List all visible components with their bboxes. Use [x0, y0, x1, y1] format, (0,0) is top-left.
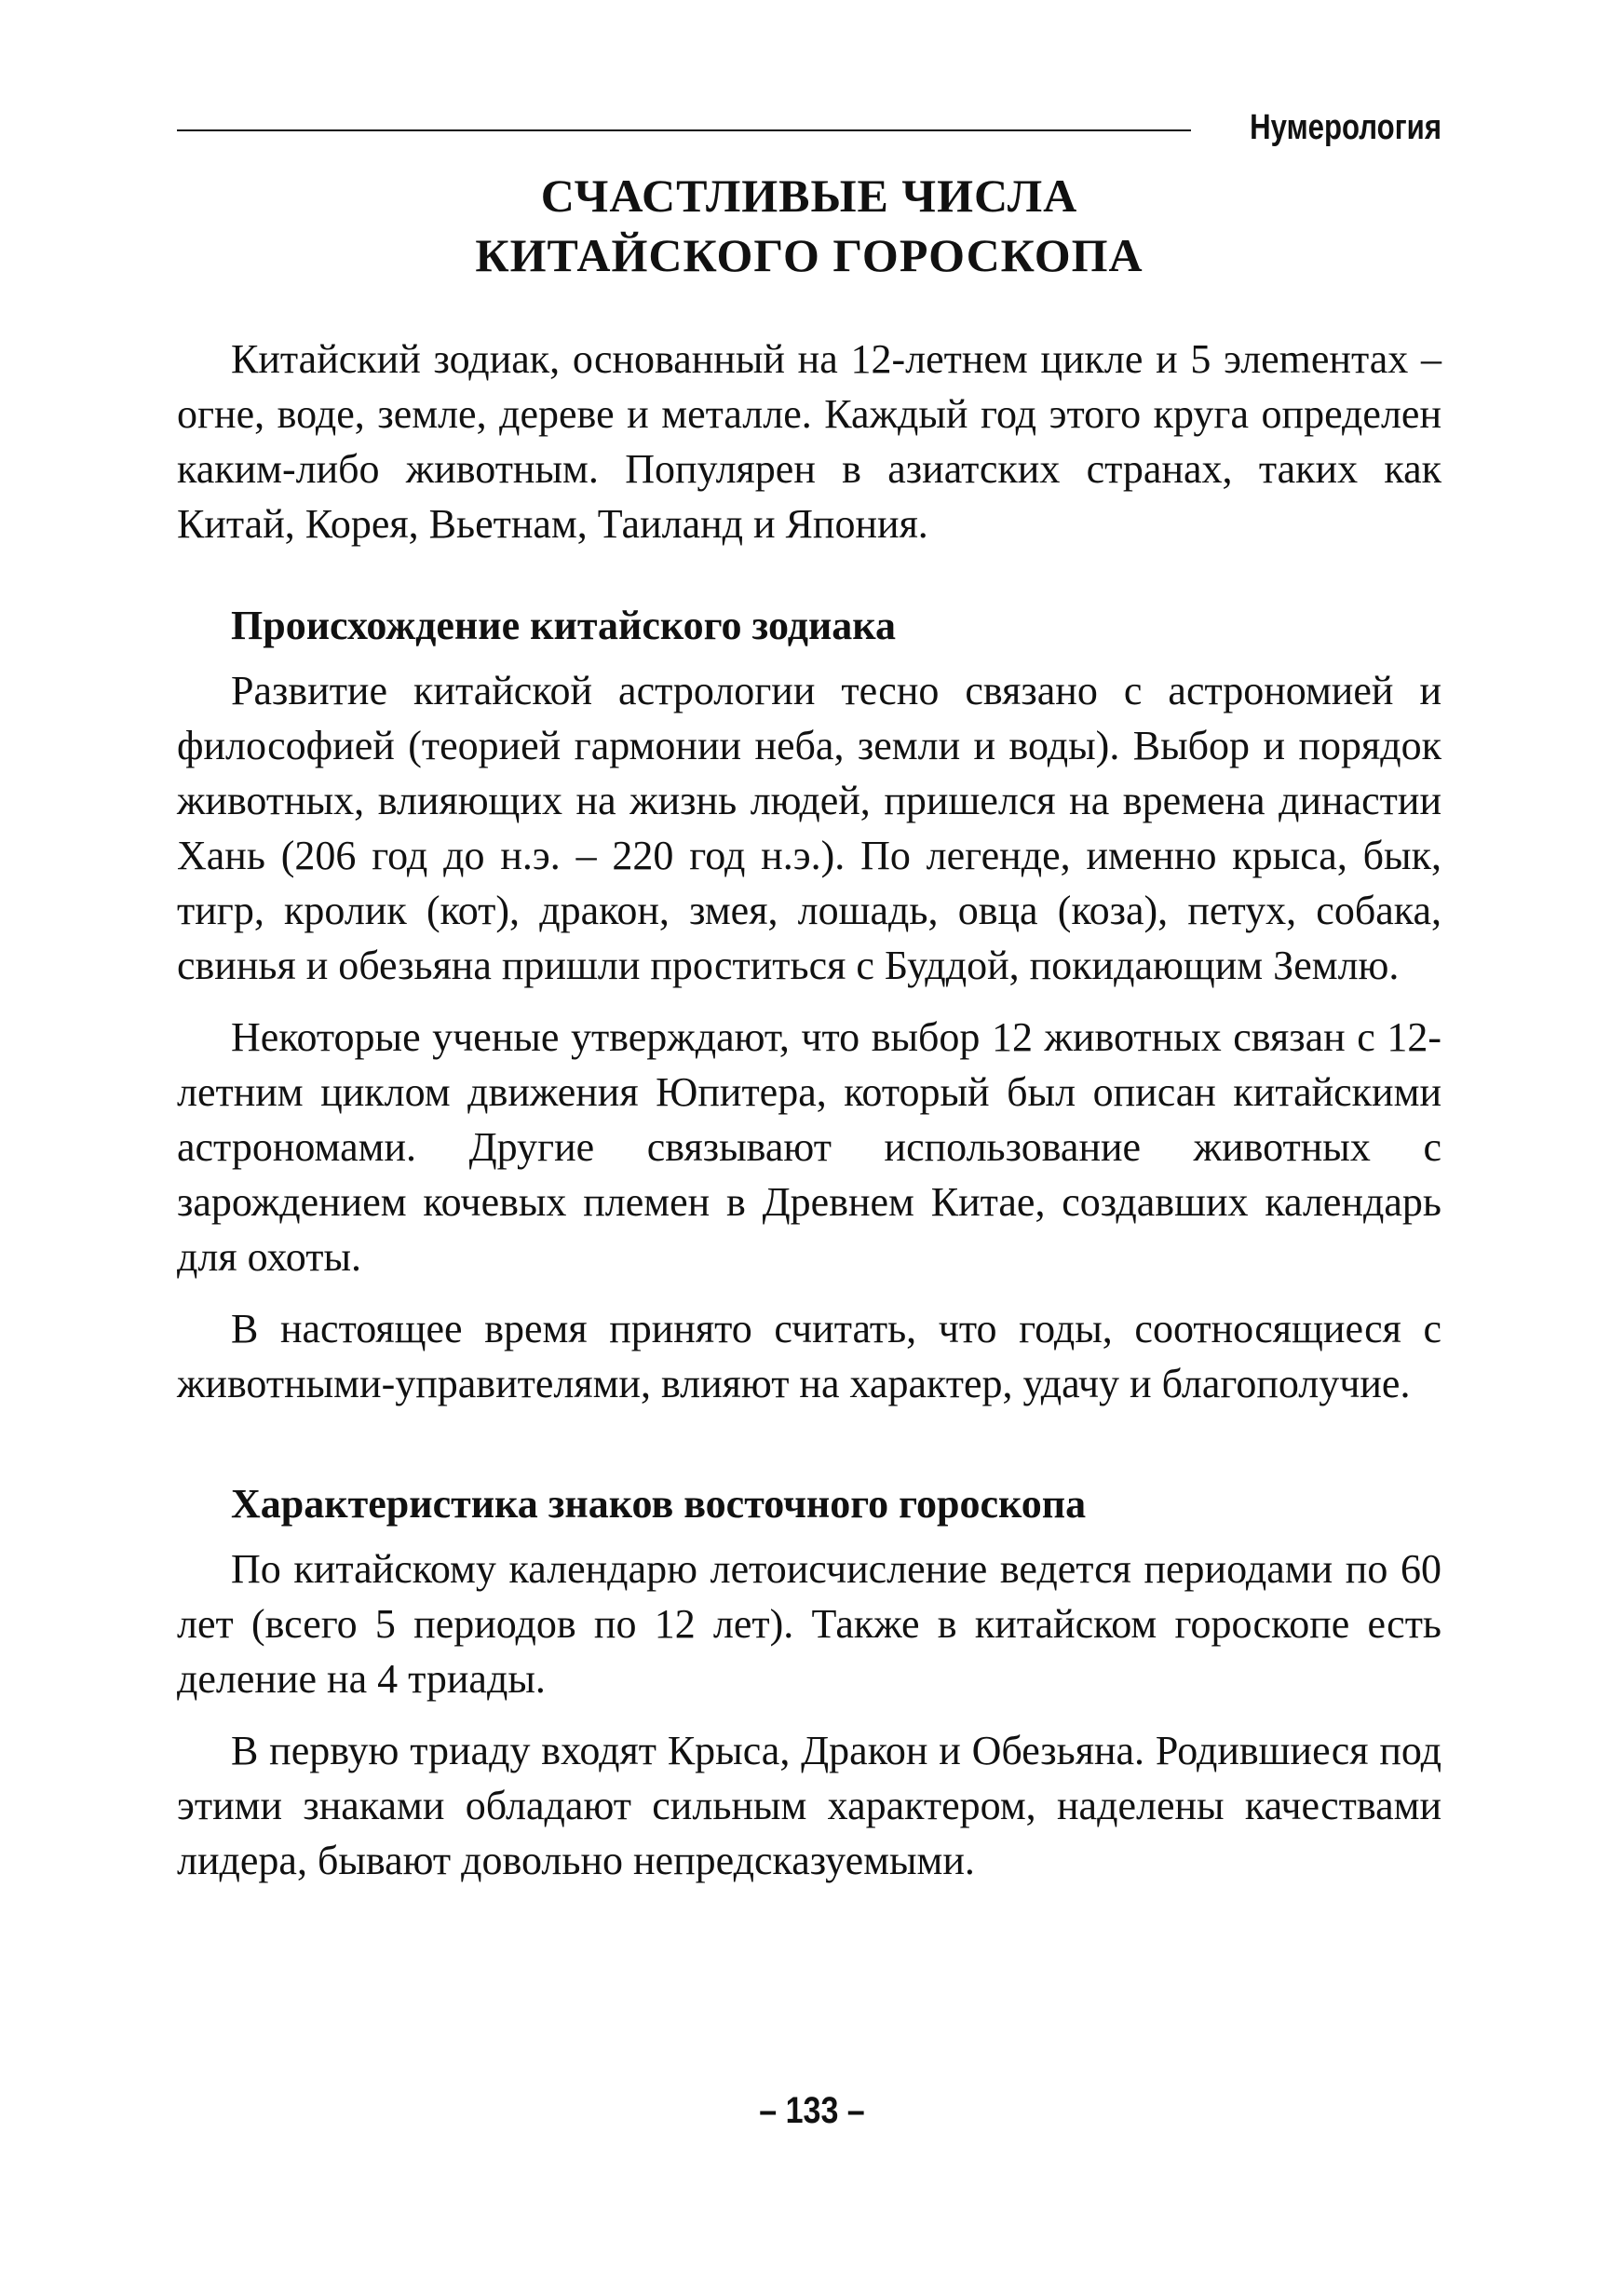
- page-title: [177, 166, 1441, 285]
- running-header-title: Нумерология: [1250, 107, 1441, 147]
- page-number: – 133 –: [759, 2090, 865, 2131]
- intro-paragraph: Китайский зодиак, основанный на 12-летнем цикле и 5 элеmентах – огне, воде, земле, дереве и металле. Каждый год этого круга определен каким-либо животным. Популярен в азиатских странах, таких как Китай, Корея, Вьетнам, Таиланд и Япония.: [177, 336, 1441, 547]
- running-header: [177, 104, 1441, 151]
- page-content: [177, 166, 1441, 1888]
- header-rule: [177, 129, 1191, 131]
- paragraph: В настоящее время принято считать, что годы, соотносящиеся с животными-управителями, влияют на характер, удачу и благополучие.: [177, 1306, 1441, 1406]
- page-title-line-1: СЧАСТЛИВЫЕ ЧИСЛА: [540, 170, 1078, 222]
- page-title-line-2: КИТАЙСКОГО ГОРОСКОПА: [475, 229, 1144, 281]
- section-heading-characteristics: Характеристика знаков восточного гороскопа: [231, 1481, 1087, 1527]
- section-heading-origin: Происхождение китайского зодиака: [231, 603, 896, 648]
- paragraph: В первую триаду входят Крыса, Дракон и Обезьяна. Родившиеся под этими знаками обладают сильным характером, наделены качествами лидера, бывают довольно непредсказуемыми.: [177, 1728, 1441, 1883]
- paragraph: Развитие китайской астрологии тесно связано с астрономией и философией (теорией гармонии неба, земли и воды). Выбор и порядок животных, влияющих на жизнь людей, пришелся на времена династии Хань (206 год до н.э. – 220 год н.э.). По легенде, именно крыса, бык, тигр, кролик (кот), дракон, змея, лошадь, овца (коза), петух, собака, свинья и обезьяна пришли проститься с Буддой, покидающим Землю.: [177, 668, 1441, 988]
- paragraph: По китайскому календарю летоисчисление ведется периодами по 60 лет (всего 5 периодов по 12 лет). Также в китайском гороскопе есть деление на 4 триады.: [177, 1546, 1441, 1702]
- paragraph: Некоторые ученые утверждают, что выбор 12 животных связан с 12-летним циклом движения Юпитера, который был описан китайскими астрономами. Другие связывают использование животных с зарождением кочевых племен в Древнем Китае, создавших календарь для охоты.: [177, 1014, 1441, 1280]
